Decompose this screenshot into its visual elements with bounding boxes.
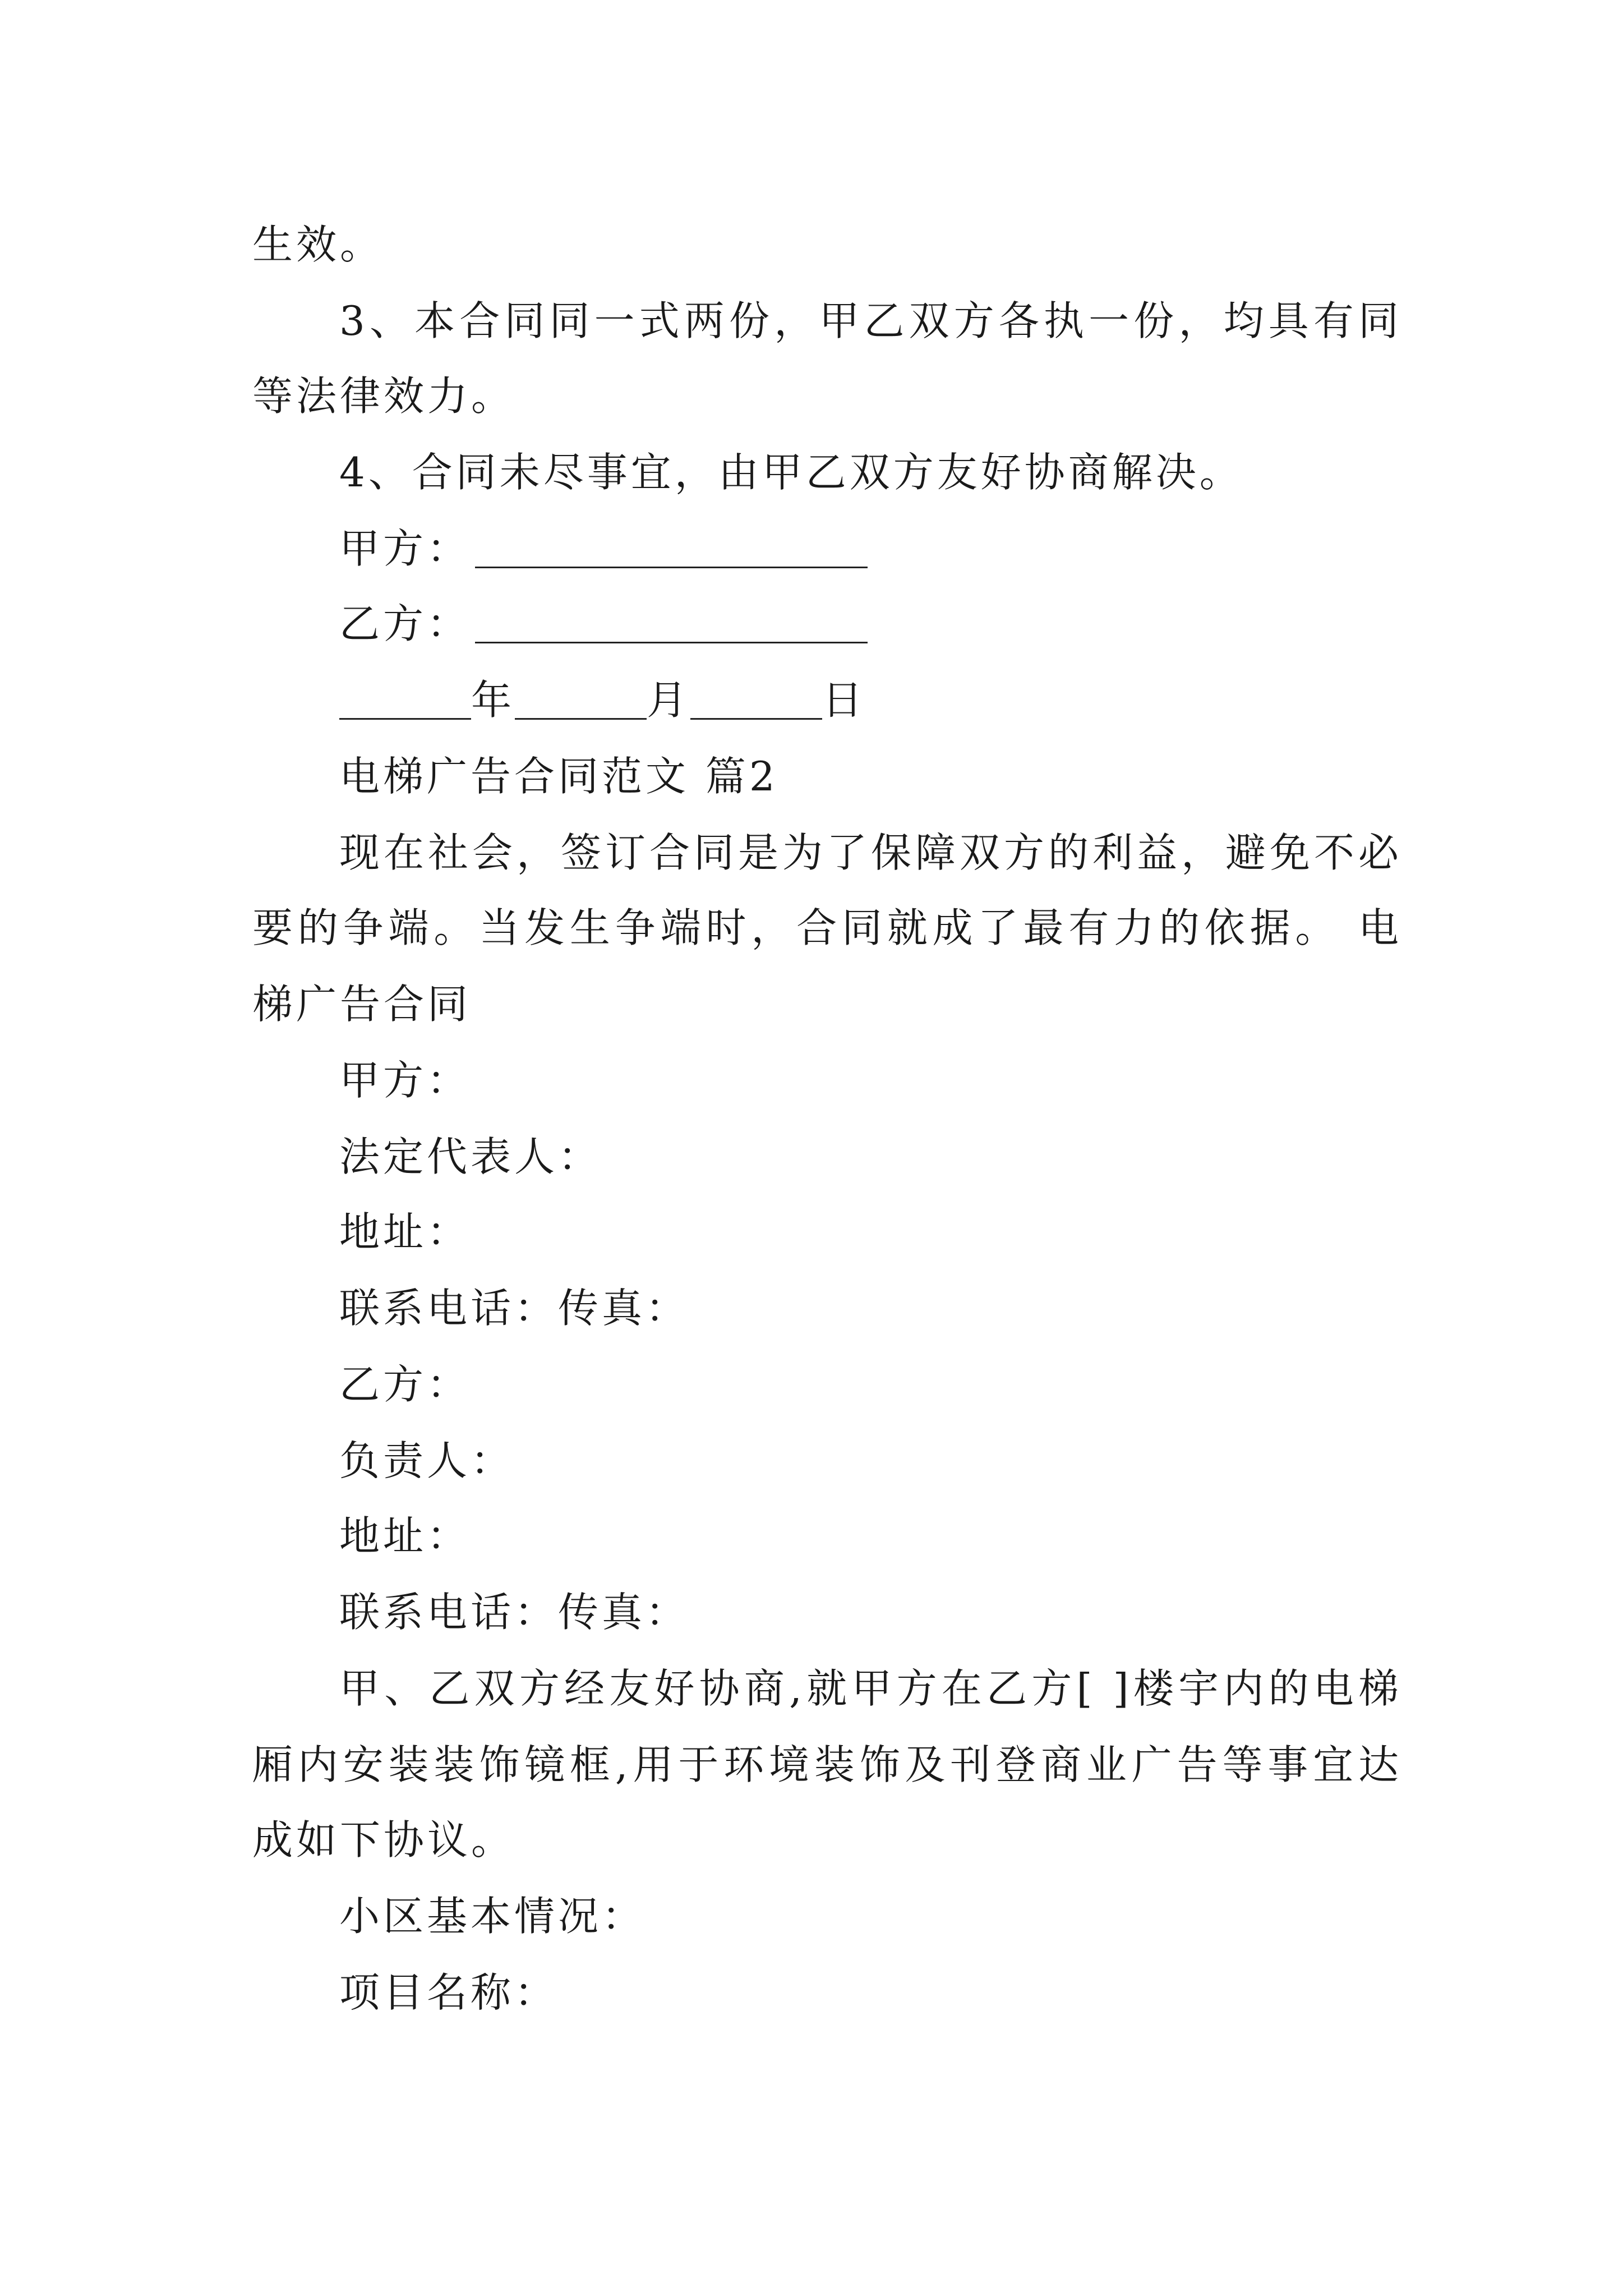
section-title: 电梯广告合同范文 篇2: [339, 753, 778, 800]
signature-party-b-blank: [475, 601, 868, 643]
clause-3-line-2: 等法律效力。: [252, 372, 515, 420]
clause-4: 4、合同未尽事宜，由甲乙双方友好协商解决。: [339, 449, 1243, 496]
date-day-label: 日: [822, 677, 866, 724]
signature-party-b-label: 乙方：: [339, 600, 471, 647]
legal-representative-label: 法定代表人：: [339, 1133, 602, 1180]
party-b-address-label: 地址：: [339, 1512, 471, 1559]
agreement-line-2: 厢内安装装饰镜框,用于环境装饰及刊登商业广告等事宜达: [252, 1741, 1402, 1788]
intro-line-3: 梯广告合同: [252, 981, 472, 1028]
intro-line-2: 要的争端。当发生争端时，合同就成了最有力的依据。 电: [252, 904, 1402, 951]
party-a-contact-label: 联系电话：传真：: [339, 1285, 690, 1332]
party-a-address-label: 地址：: [339, 1208, 471, 1255]
date-year-label: 年: [471, 677, 515, 724]
text-line-effective: 生效。: [252, 221, 384, 268]
party-b-contact-label: 联系电话：传真：: [339, 1589, 690, 1636]
signature-party-a-label: 甲方：: [339, 525, 471, 572]
date-month-label: 月: [647, 677, 691, 724]
date-month-blank: [515, 678, 647, 720]
signature-party-a: [339, 522, 1489, 576]
project-name-label: 项目名称：: [339, 1969, 559, 2016]
clause-3-line-1: 3、本合同同一式两份，甲乙双方各执一份，均具有同: [339, 297, 1402, 344]
signature-party-a-blank: [475, 526, 868, 568]
agreement-line-1: 甲、乙双方经友好协商,就甲方在乙方[ ]楼宇内的电梯: [339, 1665, 1402, 1712]
agreement-line-3: 成如下协议。: [252, 1816, 515, 1864]
responsible-person-label: 负责人：: [339, 1437, 515, 1484]
party-a-label: 甲方：: [339, 1057, 471, 1104]
date-day-blank: [690, 678, 822, 720]
date-year-blank: [339, 678, 471, 720]
community-info-heading: 小区基本情况：: [339, 1893, 646, 1940]
signature-date: [339, 673, 1489, 727]
signature-party-b: [339, 597, 1489, 651]
intro-line-1: 现在社会，签订合同是为了保障双方的利益，避免不必: [339, 829, 1402, 876]
party-b-label: 乙方：: [339, 1361, 471, 1408]
